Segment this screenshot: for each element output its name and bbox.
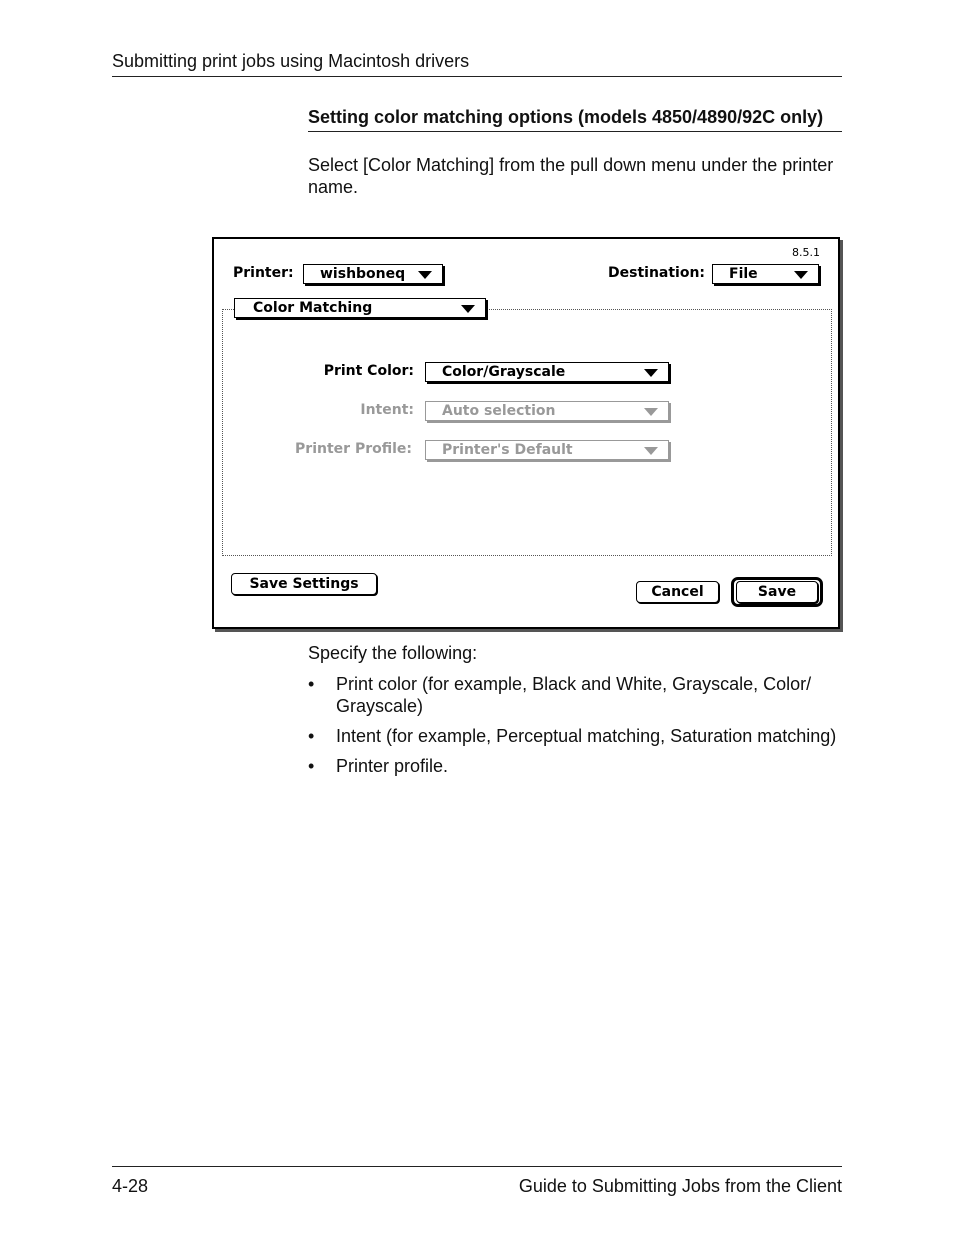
print-color-popup-value: Color/Grayscale	[442, 364, 566, 380]
print-dialog	[212, 237, 840, 629]
cancel-button[interactable]: Cancel	[636, 581, 719, 603]
bullet-glyph: •	[308, 756, 315, 776]
save-settings-button[interactable]: Save Settings	[231, 573, 377, 595]
list-item-text: Intent (for example, Perceptual matching, Saturation matching)	[336, 726, 837, 746]
list-item-text: Print color (for example, Black and White, Grayscale, Color/ Grayscale)	[336, 674, 812, 716]
printer-popup[interactable]	[303, 264, 443, 284]
bullet-glyph: •	[308, 674, 315, 694]
print-color-popup[interactable]	[425, 362, 669, 382]
destination-popup[interactable]	[712, 264, 819, 284]
intro-paragraph: Select [Color Matching] from the pull down menu under the printer name.	[308, 155, 834, 197]
running-head: Submitting print jobs using Macintosh drivers	[112, 51, 470, 71]
printer-label: Printer:	[233, 265, 294, 281]
book-title: Guide to Submitting Jobs from the Client	[518, 1176, 842, 1196]
bullet-glyph: •	[308, 726, 315, 746]
intent-popup-value: Auto selection	[442, 403, 556, 419]
destination-popup-value: File	[729, 266, 758, 282]
options-list	[308, 673, 842, 785]
list-item	[308, 725, 842, 747]
printer-profile-popup-value: Printer's Default	[442, 442, 573, 458]
section-title: Setting color matching options (models 4850/4890/92C only)	[308, 107, 824, 127]
chevron-down-icon	[644, 369, 658, 377]
print-color-label: Print Color:	[323, 363, 414, 379]
intent-label: Intent:	[360, 402, 414, 418]
chevron-down-icon	[644, 447, 658, 455]
panel-popup[interactable]	[234, 298, 486, 318]
panel-popup-value: Color Matching	[253, 300, 373, 316]
footer-rule	[112, 1166, 842, 1167]
destination-label: Destination:	[608, 265, 706, 281]
intent-popup	[425, 401, 669, 421]
printer-profile-popup	[425, 440, 669, 460]
version-label: 8.5.1	[792, 246, 820, 259]
chevron-down-icon	[418, 271, 432, 279]
list-item	[308, 755, 842, 777]
list-item	[308, 673, 842, 717]
specify-paragraph: Specify the following:	[308, 643, 478, 663]
list-item-text: Printer profile.	[336, 756, 449, 776]
options-group-box	[222, 309, 832, 556]
chevron-down-icon	[461, 305, 475, 313]
page-number: 4-28	[112, 1176, 149, 1196]
printer-popup-value: wishboneq	[320, 266, 406, 282]
header-rule	[112, 76, 842, 77]
chevron-down-icon	[794, 271, 808, 279]
save-button[interactable]: Save	[736, 581, 818, 603]
chevron-down-icon	[644, 408, 658, 416]
section-title-rule	[308, 131, 842, 132]
printer-profile-label: Printer Profile:	[295, 441, 412, 457]
